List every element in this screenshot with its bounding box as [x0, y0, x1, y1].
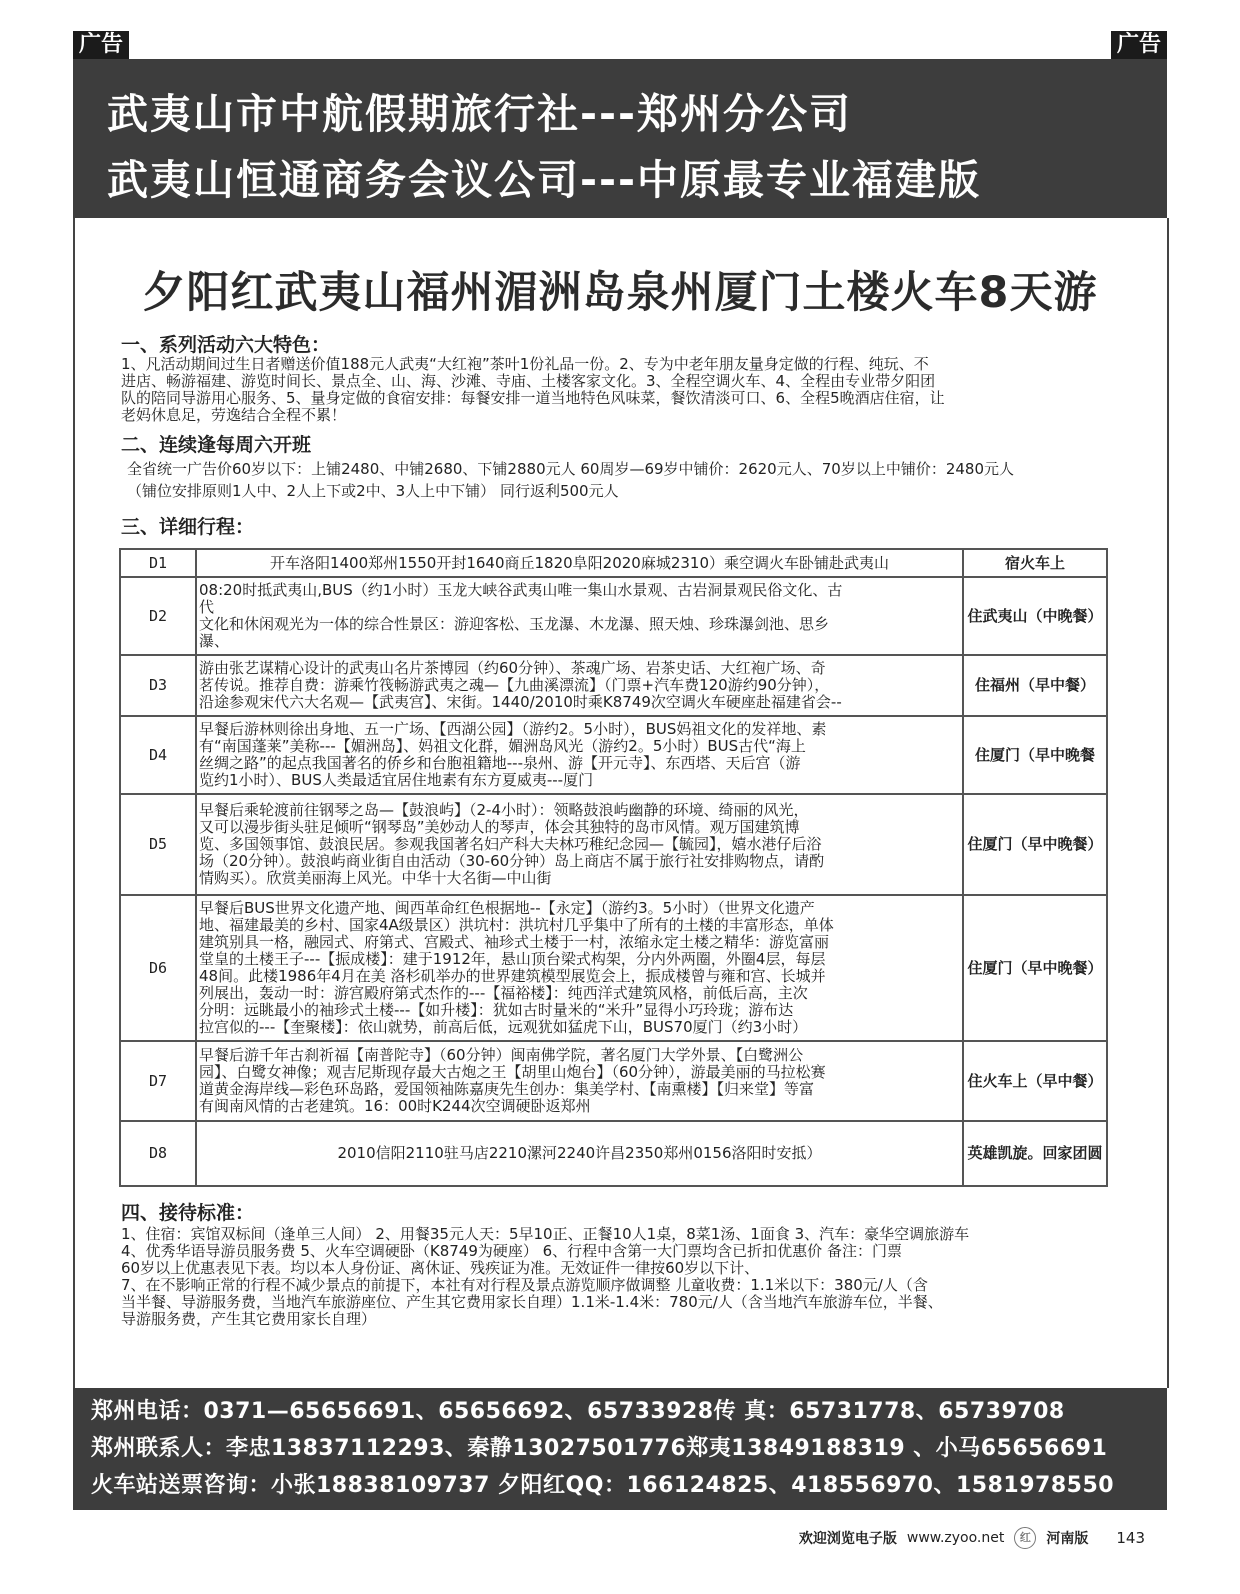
- section3-heading: 三、详细行程：: [121, 516, 255, 538]
- contact-panel: [73, 1388, 1167, 1510]
- day-description: [196, 895, 963, 1041]
- desc-line: 又可以漫步街头驻足倾听“钢琴岛”美妙动人的琴声，体会其独特的岛市风情。观万国建筑博: [199, 818, 800, 836]
- day-label: D4: [120, 716, 196, 794]
- standard-line: 7、在不影响正常的行程不减少景点的前提下，本社有对行程及景点游览顺序做调整 儿童收费：1.1米以下：380元/人（含: [121, 1276, 928, 1294]
- desc-line: 早餐后游林则徐出身地、五一广场、【西湖公园】（游约2。5小时），BUS妈祖文化的发祥地、素: [199, 720, 827, 738]
- contact-phone: 郑州电话：0371—65656691、65656692、65733928传 真：65731778、65739708: [91, 1399, 1065, 1424]
- contact-people: 郑州联系人：李忠13837112293、秦静13027501776郑夷13849188319 、小马65656691: [91, 1436, 1108, 1461]
- day-stay: 英雄凯旋。回家团圆: [963, 1121, 1107, 1186]
- desc-line: 拉宫似的---【奎聚楼】：依山就势，前高后低，远观犹如猛虎下山，BUS70厦门（约3小时）: [199, 1018, 808, 1036]
- day-stay: 住厦门（早中晚餐: [963, 716, 1107, 794]
- desc-line: 场（20分钟）。鼓浪屿商业街自由活动（30-60分钟）岛上商店不属于旅行社安排购物点，请酌: [199, 852, 825, 870]
- desc-line: 开车洛阳1400郑州1550开封1640商丘1820阜阳2020麻城2310）乘空调火车卧铺赴武夷山: [269, 553, 890, 572]
- itinerary-row: [120, 716, 1107, 794]
- section1-heading: 一、系列活动六大特色：: [121, 334, 331, 356]
- day-label: D8: [120, 1121, 196, 1186]
- ad-label-right: 广告: [1111, 31, 1167, 59]
- day-description: [196, 655, 963, 716]
- desc-line: 2010信阳2110驻马店2210漯河2240许昌2350郑州0156洛阳时安抵）: [337, 1144, 822, 1162]
- page-title: 夕阳红武夷山福州湄洲岛泉州厦门土楼火车8天游: [142, 268, 1098, 318]
- itinerary-row: [120, 549, 1107, 577]
- section4-body: [121, 1226, 1111, 1328]
- standard-line: 4、优秀华语导游员服务费 5、火车空调硬卧（K8749为硬座） 6、行程中含第一大门票均含已折扣优惠价 备注：门票: [121, 1242, 902, 1260]
- day-description: [196, 716, 963, 794]
- section4-heading: 四、接待标准：: [121, 1202, 255, 1224]
- section1-line: 队的陪同导游用心服务、5、量身定做的食宿安排：每餐安排一道当地特色风味菜，餐饮清淡可口、6、全程5晚酒店住宿，让: [121, 389, 945, 407]
- banner-line-1: 武夷山市中航假期旅行社---郑州分公司: [107, 90, 853, 138]
- standard-line: 导游服务费，产生其它费用家长自理）: [121, 1310, 377, 1328]
- desc-line: 茗传说。推荐自费：游乘竹筏畅游武夷之魂—【九曲溪漂流】（门票+汽车费120游约90分钟），: [199, 676, 830, 694]
- day-label: D5: [120, 794, 196, 895]
- itinerary-table: [119, 548, 1108, 1187]
- desc-line: 地、福建最美的乡村、国家4A级景区）洪坑村：洪坑村几乎集中了所有的土楼的丰富形态，单体: [199, 916, 834, 934]
- itinerary-row: [120, 655, 1107, 716]
- desc-line: 代: [199, 598, 215, 616]
- day-stay: 宿火车上: [963, 549, 1107, 577]
- desc-line: 沿途参观宋代六大名观—【武夷宫】、宋街。1440/2010时乘K8749次空调火车硬座赴福建省会--: [199, 693, 842, 711]
- day-label: D1: [120, 549, 196, 577]
- contact-ticket: 火车站送票咨询：小张18838109737 夕阳红QQ：166124825、418556970、1581978550: [91, 1473, 1115, 1498]
- day-label: D7: [120, 1041, 196, 1121]
- publication-logo-icon: 红: [1014, 1527, 1036, 1549]
- desc-line: 有闽南风情的古老建筑。16：00时K244次空调硬卧返郑州: [199, 1097, 591, 1115]
- day-stay: 住火车上（早中餐）: [963, 1041, 1107, 1121]
- desc-line: 08:20时抵武夷山,BUS（约1小时）玉龙大峡谷武夷山唯一集山水景观、古岩洞景观民俗文化、古: [199, 581, 843, 599]
- price-line: 全省统一广告价60岁以下：上铺2480、中铺2680、下铺2880元人 60周岁—69岁中铺价：2620元人、70岁以上中铺价：2480元人: [127, 460, 1014, 478]
- day-stay: 住厦门（早中晚餐）: [963, 895, 1107, 1041]
- section1-line: 进店、畅游福建、游览时间长、景点全、山、海、沙滩、寺庙、土楼客家文化。3、全程空调火车、4、全程由专业带夕阳团: [121, 372, 936, 390]
- desc-line: 早餐后游千年古刹祈福【南普陀寺】（60分钟）闽南佛学院，著名厦门大学外景、【白鹭洲公: [199, 1046, 804, 1064]
- desc-line: 瀑、: [199, 632, 230, 650]
- section2-body: [127, 458, 1117, 502]
- day-description: [196, 549, 963, 577]
- day-label: D3: [120, 655, 196, 716]
- standard-line: 1、住宿：宾馆双标间（逢单三人间） 2、用餐35元人天：5早10正、正餐10人1桌，8菜1汤、1面食 3、汽车：豪华空调旅游车: [121, 1225, 970, 1243]
- section1-body: [121, 356, 1111, 424]
- day-stay: 住厦门（早中晚餐）: [963, 794, 1107, 895]
- itinerary-row: [120, 794, 1107, 895]
- desc-line: 园】、白鹭女神像；观吉尼斯现存最大古炮之王【胡里山炮台】（60分钟），游最美丽的马拉松赛: [199, 1063, 826, 1081]
- footer-edition: 河南版: [1046, 1531, 1089, 1547]
- section2-heading: 二、连续逢每周六开班: [121, 434, 312, 456]
- footer-welcome: 欢迎浏览电子版: [798, 1531, 897, 1547]
- desc-line: 游由张艺谋精心设计的武夷山名片茶博园（约60分钟）、茶魂广场、岩茶史话、大红袍广场、奇: [199, 659, 826, 677]
- desc-line: 丝绸之路”的起点我国著名的侨乡和台胞祖籍地---泉州、游【开元寺】、东西塔、天后宫（游: [199, 754, 801, 772]
- desc-line: 览约1小时）、BUS人类最适宜居住地素有东方夏威夷---厦门: [199, 771, 594, 789]
- banner-line-2: 武夷山恒通商务会议公司---中原最专业福建版: [107, 156, 982, 204]
- desc-line: 早餐后乘轮渡前往钢琴之岛—【鼓浪屿】（2-4小时）：领略鼓浪屿幽静的环境、绮丽的风光，: [199, 801, 809, 819]
- day-description: [196, 1041, 963, 1121]
- page-number: 143: [1116, 1529, 1145, 1547]
- page-footer: [799, 1527, 1145, 1549]
- desc-line: 列展出，轰动一时：游宫殿府第式杰作的---【福裕楼】：纯西洋式建筑风格，前低后高，主次: [199, 984, 808, 1002]
- desc-line: 有“南国蓬莱”美称---【媚洲岛】、妈祖文化群，媚洲岛风光（游约2。5小时）BUS古代“海上: [199, 737, 806, 755]
- desc-line: 建筑别具一格，融园式、府第式、宫殿式、袖珍式土楼于一村，浓缩永定土楼之精华：游览富丽: [199, 933, 830, 951]
- itinerary-row: [120, 895, 1107, 1041]
- day-description: [196, 794, 963, 895]
- itinerary-row: [120, 577, 1107, 655]
- section1-line: 1、凡活动期间过生日者赠送价值188元人武夷“大红袍”茶叶1份礼品一份。2、专为中老年朋友量身定做的行程、纯玩、不: [121, 355, 929, 373]
- desc-line: 道黄金海岸线—彩色环岛路，爱国领袖陈嘉庚先生创办：集美学村、【南熏楼】【归来堂】等富: [199, 1080, 815, 1098]
- day-description: [196, 1121, 963, 1186]
- day-label: D2: [120, 577, 196, 655]
- day-stay: 住福州（早中餐）: [963, 655, 1107, 716]
- desc-line: 览、多国领事馆、鼓浪民居。参观我国著名妇产科大夫林巧稚纪念园—【毓园】，嬉水港仔后浴: [199, 835, 822, 853]
- header-banner: [73, 59, 1167, 218]
- desc-line: 堂皇的土楼王子---【振成楼】：建于1912年，悬山顶台梁式构架，分内外两圈，外圈4层，每层: [199, 950, 826, 968]
- ad-label-left: 广告: [73, 31, 129, 59]
- itinerary-row: [120, 1041, 1107, 1121]
- day-stay: 住武夷山（中晚餐）: [963, 577, 1107, 655]
- day-label: D6: [120, 895, 196, 1041]
- day-description: [196, 577, 963, 655]
- desc-line: 分明：远眺最小的袖珍式土楼---【如升楼】：犹如古时量米的“米升”显得小巧玲珑；游布达: [199, 1001, 794, 1019]
- desc-line: 早餐后BUS世界文化遗产地、闽西革命红色根据地--【永定】（游约3。5小时）（世界文化遗产: [199, 899, 815, 917]
- section1-line: 老妈休息足，劳逸结合全程不累！: [121, 406, 347, 424]
- desc-line: 情购买）。欣赏美丽海上风光。中华十大名街—中山街: [199, 869, 552, 887]
- footer-url[interactable]: www.zyoo.net: [906, 1530, 1005, 1546]
- desc-line: 48间。此楼1986年4月在美 洛杉矶举办的世界建筑模型展览会上，振成楼曾与雍和宫、长城并: [199, 967, 826, 985]
- desc-line: 文化和休闲观光为一体的综合性景区：游迎客松、玉龙瀑、木龙瀑、照天烛、珍珠瀑剑池、思乡: [199, 615, 830, 633]
- berth-line: （铺位安排原则1人中、2人上下或2中、3人上中下铺） 同行返利500元人: [127, 482, 619, 500]
- standard-line: 60岁以上优惠表见下表。均以本人身份证、离休证、残疾证为准。无效证件一律按60岁以下计、: [121, 1259, 760, 1277]
- standard-line: 当半餐、导游服务费，当地汽车旅游座位、产生其它费用家长自理）1.1米-1.4米：780元/人（含当地汽车旅游车位，半餐、: [121, 1293, 943, 1311]
- itinerary-row: [120, 1121, 1107, 1186]
